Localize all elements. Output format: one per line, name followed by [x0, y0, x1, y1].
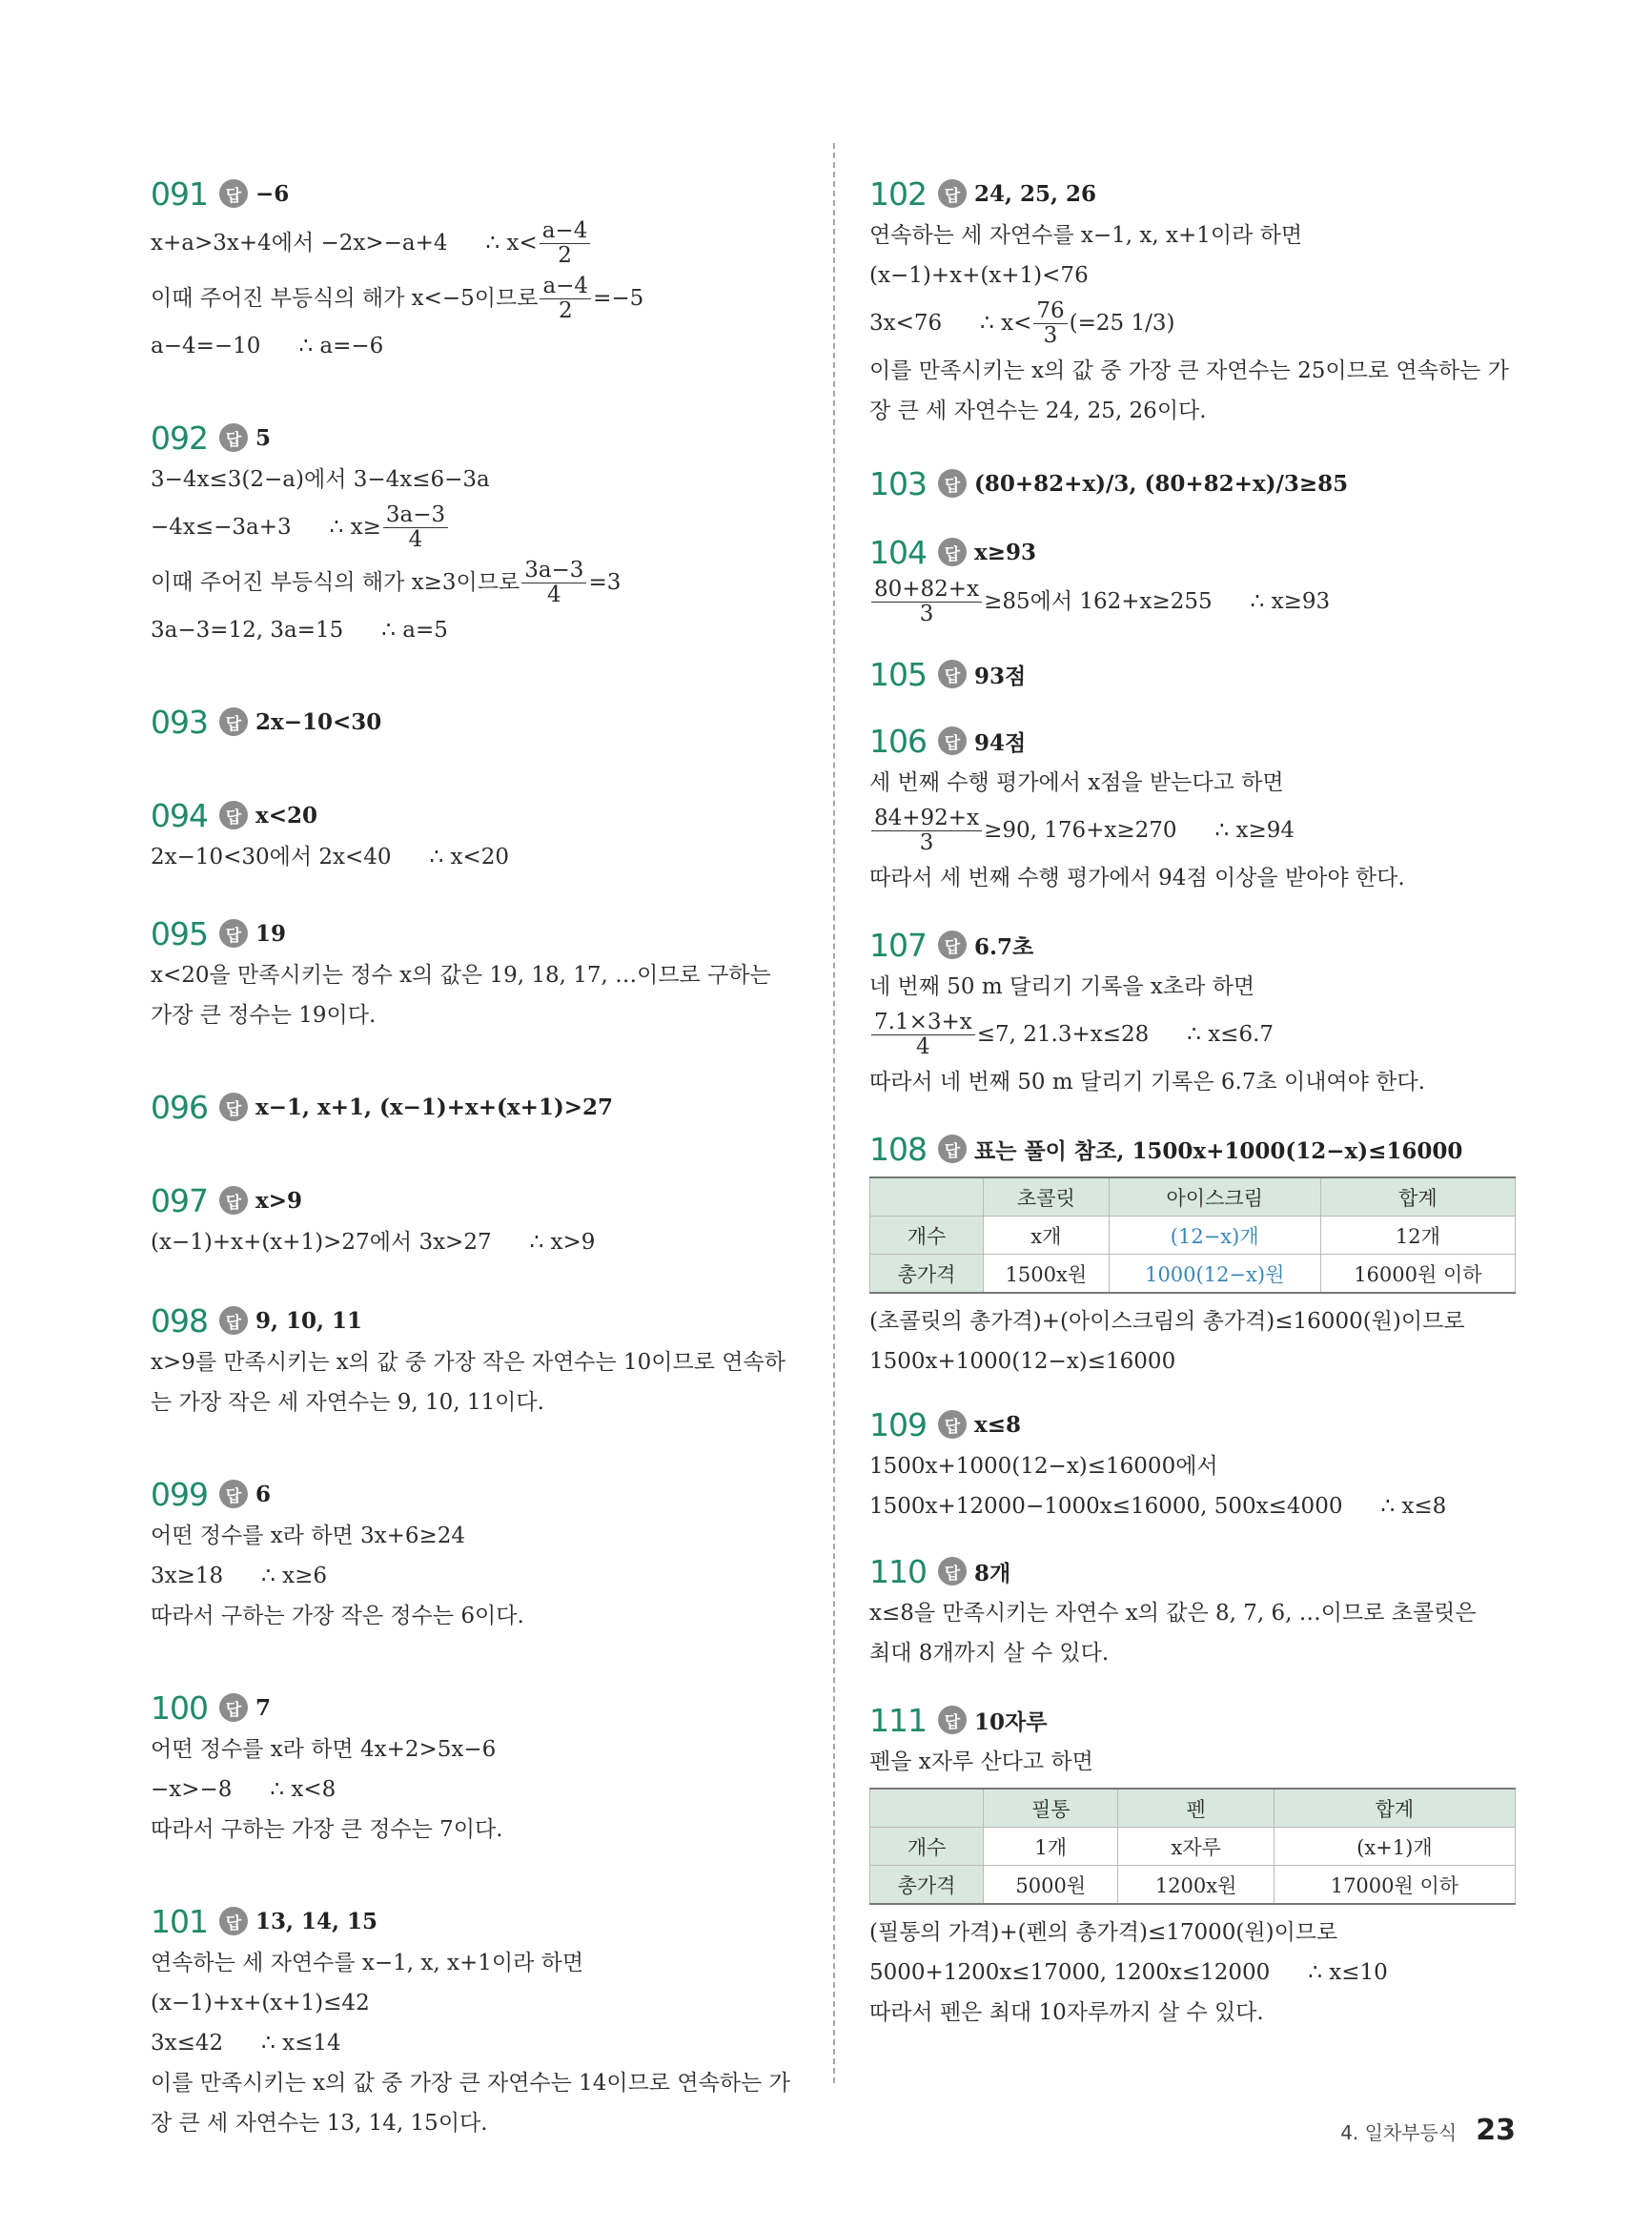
table-cell: 총가격 — [870, 1866, 984, 1905]
problem-header — [151, 1472, 808, 1516]
fraction — [540, 275, 591, 321]
problem-107 — [869, 923, 1516, 1102]
answer-text: 7 — [255, 1694, 272, 1721]
line-text: (x−1)+x+(x+1)<76 — [869, 263, 1089, 288]
numerator: 7.1×3+x — [871, 1011, 975, 1034]
line-text: (필통의 가격)+(펜의 총가격)≤17000(원)이므로 — [869, 1920, 1338, 1945]
line-text: 1500x+1000(12−x)≤16000에서 — [869, 1454, 1218, 1479]
solution-line — [869, 1062, 1516, 1102]
solution-line — [151, 2023, 808, 2063]
problem-header — [869, 719, 1516, 763]
table-cell: 16000원 이하 — [1320, 1255, 1515, 1294]
answer-text: 24, 25, 26 — [974, 180, 1097, 207]
line-text: 이를 만족시키는 x의 값 중 가장 큰 자연수는 14이므로 연속하는 가 — [151, 2071, 790, 2096]
problem-header — [869, 1402, 1516, 1446]
problem-number: 103 — [869, 464, 927, 502]
therefore-text: ∴ x≥93 — [1250, 589, 1331, 614]
table-cell: 1500x원 — [984, 1255, 1110, 1294]
denominator: 4 — [408, 526, 423, 552]
denominator: 2 — [558, 242, 572, 268]
problem-header — [151, 793, 808, 837]
problem-header — [151, 911, 808, 955]
answer-badge-icon: 답 — [938, 179, 967, 208]
problem-header — [869, 1698, 1516, 1742]
problem-header — [151, 172, 808, 215]
answer-badge-icon: 답 — [938, 1557, 967, 1586]
answer-text: 13, 14, 15 — [255, 1908, 378, 1934]
problem-104 — [869, 530, 1516, 629]
numerator: 80+82+x — [871, 578, 982, 602]
problem-header — [151, 1085, 808, 1129]
solution-line — [151, 215, 808, 271]
numerator: 76 — [1033, 299, 1067, 323]
problem-099 — [151, 1472, 808, 1636]
problem-108 — [869, 1127, 1516, 1381]
answer-text: (80+82+x)/3, (80+82+x)/3≥85 — [974, 470, 1349, 497]
solution-line — [869, 1486, 1516, 1526]
problem-109 — [869, 1402, 1516, 1526]
problem-header — [869, 530, 1516, 574]
numerator: a−4 — [540, 275, 591, 298]
problem-header — [869, 923, 1516, 967]
solution-line — [151, 610, 808, 650]
solution-line — [869, 1007, 1516, 1062]
line-text: 연속하는 세 자연수를 x−1, x, x+1이라 하면 — [869, 223, 1303, 248]
line-text: x≤8을 만족시키는 자연수 x의 값은 8, 7, 6, …이므로 초콜릿은 — [869, 1601, 1477, 1626]
line-text: a−4=−10 — [151, 334, 261, 358]
fraction — [540, 219, 591, 266]
answer-text: 5 — [255, 424, 272, 451]
header-cell: 아이스크림 — [1109, 1177, 1320, 1217]
solution-line — [151, 1983, 808, 2023]
problem-number: 110 — [869, 1552, 927, 1590]
solution-line — [151, 1943, 808, 1983]
problem-101 — [151, 1899, 808, 2143]
table-cell: 17000원 이하 — [1274, 1866, 1515, 1905]
answer-text: 6.7초 — [974, 933, 1034, 960]
answer-badge-icon: 답 — [219, 1093, 248, 1121]
answer-badge-icon: 답 — [938, 931, 967, 959]
answer-text: 19 — [255, 920, 287, 947]
problem-header — [151, 1178, 808, 1222]
fraction — [871, 807, 982, 853]
answer-text: 6 — [255, 1481, 272, 1507]
table-cell: 1개 — [984, 1828, 1118, 1866]
solution-line — [869, 391, 1516, 431]
line-text: 이때 주어진 부등식의 해가 x≥3이므로 — [151, 570, 520, 595]
table-cell: 12개 — [1320, 1217, 1515, 1255]
problem-header — [151, 1899, 808, 1943]
numerator: 3a−3 — [383, 503, 448, 527]
therefore-text: ∴ x≥6 — [261, 1564, 327, 1588]
solution-line — [151, 1516, 808, 1556]
line-text: 3x≥18 — [151, 1564, 224, 1588]
fraction — [383, 503, 448, 550]
solution-line — [869, 1953, 1516, 1993]
answer-text: 2x−10<30 — [255, 708, 382, 735]
after-text: =−5 — [593, 286, 644, 311]
line-text: 1500x+1000(12−x)≤16000 — [869, 1349, 1176, 1374]
solution-line — [151, 1556, 808, 1596]
problem-number: 111 — [869, 1701, 927, 1739]
line-text: −4x≤−3a+3 — [151, 515, 292, 540]
solution-line — [151, 1342, 808, 1382]
problem-number: 109 — [869, 1405, 927, 1443]
header-cell: 초콜릿 — [984, 1177, 1110, 1217]
line-text: 이때 주어진 부등식의 해가 x<−5이므로 — [151, 286, 539, 311]
problem-number: 097 — [151, 1181, 208, 1219]
solution-line — [869, 256, 1516, 296]
solution-line — [869, 296, 1516, 351]
header-cell: 펜 — [1118, 1789, 1274, 1828]
denominator: 3 — [919, 601, 934, 626]
therefore-text: ∴ x<20 — [429, 845, 510, 869]
solution-line — [869, 858, 1516, 898]
line-text: 장 큰 세 자연수는 24, 25, 26이다. — [869, 399, 1207, 423]
line-text: 3x≤42 — [151, 2031, 224, 2056]
table-cell: 개수 — [870, 1828, 984, 1866]
problem-098 — [151, 1299, 808, 1422]
line-text: x<20을 만족시키는 정수 x의 값은 19, 18, 17, …이므로 구하는 — [151, 963, 771, 988]
answer-badge-icon: 답 — [219, 179, 248, 208]
table-cell: (12−x)개 — [1109, 1217, 1320, 1255]
table-cell: x개 — [984, 1217, 1110, 1255]
solution-line — [151, 326, 808, 366]
answer-badge-icon: 답 — [219, 423, 248, 452]
line-text: 최대 8개까지 살 수 있다. — [869, 1641, 1110, 1666]
answer-text: −6 — [255, 180, 290, 207]
problem-number: 108 — [869, 1130, 927, 1168]
answer-text: x≥93 — [974, 539, 1036, 565]
problem-number: 093 — [151, 703, 208, 741]
line-text: 따라서 네 번째 50 m 달리기 기록은 6.7초 이내여야 한다. — [869, 1070, 1425, 1095]
problem-103 — [869, 461, 1516, 505]
data-table — [869, 1788, 1516, 1905]
line-text: x>9를 만족시키는 x의 값 중 가장 작은 자연수는 10이므로 연속하 — [151, 1350, 785, 1375]
line-text: (x−1)+x+(x+1)≤42 — [151, 1991, 370, 2015]
line-text: 연속하는 세 자연수를 x−1, x, x+1이라 하면 — [151, 1951, 584, 1975]
page-number: 23 — [1476, 2114, 1516, 2147]
answer-badge-icon: 답 — [938, 469, 967, 498]
problem-097 — [151, 1178, 808, 1262]
answer-text: 10자루 — [974, 1708, 1048, 1735]
fraction — [521, 559, 586, 605]
problem-100 — [151, 1686, 808, 1850]
line-text: 3x<76 — [869, 311, 943, 336]
table-row — [870, 1828, 1516, 1866]
solution-line — [869, 763, 1516, 803]
problem-header — [869, 1549, 1516, 1593]
line-text: 5000+1200x≤17000, 1200x≤12000 — [869, 1960, 1271, 1985]
problem-header — [151, 700, 808, 744]
problem-header — [869, 172, 1516, 215]
therefore-text: ∴ x≤6.7 — [1187, 1022, 1275, 1047]
problem-number: 100 — [151, 1688, 208, 1727]
header-cell — [870, 1789, 984, 1828]
problem-096 — [151, 1085, 808, 1129]
left-column — [151, 143, 808, 2143]
page-footer — [1340, 2114, 1516, 2147]
therefore-text: ∴ x< — [485, 231, 538, 256]
solution-line — [151, 271, 808, 326]
problem-094 — [151, 793, 808, 877]
problem-093 — [151, 700, 808, 744]
answer-badge-icon: 답 — [938, 1135, 967, 1163]
answer-badge-icon: 답 — [219, 801, 248, 829]
answer-text: x<20 — [255, 802, 317, 829]
answer-text: x−1, x+1, (x−1)+x+(x+1)>27 — [255, 1094, 614, 1120]
line-text: 어떤 정수를 x라 하면 3x+6≥24 — [151, 1524, 466, 1548]
table-cell: 5000원 — [984, 1866, 1118, 1905]
table-cell: 1200x원 — [1118, 1866, 1274, 1905]
solution-line — [869, 351, 1516, 391]
denominator: 2 — [558, 297, 573, 323]
line-text: 따라서 구하는 가장 큰 정수는 7이다. — [151, 1817, 503, 1842]
table-row — [870, 1255, 1516, 1294]
problem-header — [869, 461, 1516, 505]
header-cell: 합계 — [1320, 1177, 1515, 1217]
solution-line — [151, 837, 808, 877]
denominator: 4 — [916, 1033, 930, 1059]
line-text: 가장 큰 정수는 19이다. — [151, 1003, 377, 1028]
after-text: ≤7, 21.3+x≤28 — [976, 1022, 1150, 1047]
line-text: 따라서 펜은 최대 10자루까지 살 수 있다. — [869, 2000, 1264, 2025]
answer-badge-icon: 답 — [219, 1306, 248, 1335]
column-divider — [833, 143, 835, 2083]
problem-number: 095 — [151, 914, 208, 952]
answer-badge-icon: 답 — [938, 1706, 967, 1734]
line-text: 네 번째 50 m 달리기 기록을 x초라 하면 — [869, 974, 1255, 999]
therefore-text: ∴ x<8 — [270, 1777, 337, 1802]
answer-badge-icon: 답 — [938, 726, 967, 755]
answer-badge-icon: 답 — [219, 1693, 248, 1722]
solution-line — [151, 1810, 808, 1850]
problem-106 — [869, 719, 1516, 898]
solution-line — [869, 1446, 1516, 1486]
line-text: (초콜릿의 총가격)+(아이스크림의 총가격)≤16000(원)이므로 — [869, 1309, 1465, 1334]
problem-092 — [151, 416, 808, 650]
line-text: 어떤 정수를 x라 하면 4x+2>5x−6 — [151, 1737, 497, 1762]
line-text: x+a>3x+4에서 −2x>−a+4 — [151, 231, 448, 256]
problem-110 — [869, 1549, 1516, 1673]
header-cell: 합계 — [1274, 1789, 1515, 1828]
problem-number: 096 — [151, 1088, 208, 1126]
problem-095 — [151, 911, 808, 1035]
problem-header — [869, 1127, 1516, 1171]
answer-text: 94점 — [974, 729, 1027, 756]
problem-number: 106 — [869, 722, 927, 760]
numerator: a−4 — [540, 219, 591, 243]
fraction — [871, 1011, 975, 1057]
therefore-text: ∴ x< — [980, 311, 1032, 336]
problem-number: 102 — [869, 174, 927, 213]
solution-line — [869, 803, 1516, 858]
problem-number: 091 — [151, 174, 208, 213]
problem-header — [151, 416, 808, 460]
problem-header — [151, 1299, 808, 1342]
fraction — [871, 578, 982, 624]
solution-line — [151, 995, 808, 1035]
after-text: ≥90, 176+x≥270 — [984, 818, 1177, 843]
table-cell: x자루 — [1118, 1828, 1274, 1866]
numerator: 3a−3 — [521, 559, 586, 583]
solution-line — [869, 215, 1516, 256]
problem-number: 101 — [151, 1902, 208, 1940]
denominator: 3 — [1043, 322, 1058, 348]
problem-header — [151, 1686, 808, 1729]
solution-line — [151, 955, 808, 995]
line-text: 1500x+12000−1000x≤16000, 500x≤4000 — [869, 1494, 1343, 1519]
line-text: 세 번째 수행 평가에서 x점을 받는다고 하면 — [869, 770, 1284, 795]
line-text: 2x−10<30에서 2x<40 — [151, 845, 392, 869]
therefore-text: ∴ a=−6 — [298, 334, 384, 358]
line-text: 따라서 세 번째 수행 평가에서 94점 이상을 받아야 한다. — [869, 866, 1405, 890]
solution-line — [869, 1301, 1516, 1341]
table-header-row — [870, 1177, 1516, 1217]
line-text: 펜을 x자루 산다고 하면 — [869, 1749, 1093, 1774]
solution-line — [151, 1729, 808, 1770]
after-text: (=25 1/3) — [1069, 311, 1175, 336]
answer-text: x>9 — [255, 1187, 302, 1214]
solution-line — [151, 1770, 808, 1810]
right-column — [869, 143, 1516, 2033]
header-cell — [870, 1177, 984, 1217]
line-text: −x>−8 — [151, 1777, 233, 1802]
answer-text: 93점 — [974, 663, 1027, 689]
problem-105 — [869, 652, 1516, 696]
solution-line — [151, 1596, 808, 1636]
problem-number: 092 — [151, 419, 208, 457]
answer-text: 표는 풀이 참조, 1500x+1000(12−x)≤16000 — [974, 1137, 1463, 1164]
problem-number: 107 — [869, 926, 927, 964]
problem-091 — [151, 172, 808, 366]
after-text: ≥85에서 162+x≥255 — [984, 589, 1213, 614]
answer-badge-icon: 답 — [938, 1410, 967, 1439]
problem-111 — [869, 1698, 1516, 2033]
solution-line — [151, 555, 808, 610]
therefore-text: ∴ x≤8 — [1380, 1494, 1447, 1519]
solution-line — [869, 1341, 1516, 1381]
problem-number: 098 — [151, 1301, 208, 1340]
therefore-text: ∴ x≤14 — [261, 2031, 341, 2056]
line-text: 는 가장 작은 세 자연수는 9, 10, 11이다. — [151, 1390, 544, 1415]
answer-badge-icon: 답 — [938, 538, 967, 566]
solution-line — [151, 500, 808, 555]
header-cell: 필통 — [984, 1789, 1118, 1828]
problem-102 — [869, 172, 1516, 431]
solution-line — [151, 2063, 808, 2103]
solution-line — [151, 2103, 808, 2143]
answer-text: x≤8 — [974, 1411, 1021, 1438]
problem-number: 104 — [869, 533, 927, 571]
line-text: 장 큰 세 자연수는 13, 14, 15이다. — [151, 2111, 488, 2136]
table-row — [870, 1866, 1516, 1905]
fraction — [1033, 299, 1067, 346]
chapter-label: 4. 일차부등식 — [1340, 2121, 1458, 2144]
numerator: 84+92+x — [871, 807, 982, 830]
solution-line — [869, 574, 1516, 629]
solution-line — [151, 1382, 808, 1422]
solution-line — [151, 460, 808, 500]
answer-text: 8개 — [974, 1560, 1011, 1586]
therefore-text: ∴ a=5 — [381, 618, 448, 643]
solution-line — [151, 1222, 808, 1262]
line-text: 3a−3=12, 3a=15 — [151, 618, 344, 643]
denominator: 4 — [547, 582, 561, 607]
solution-line — [869, 1633, 1516, 1673]
table-cell: 개수 — [870, 1217, 984, 1255]
answer-badge-icon: 답 — [219, 1907, 248, 1935]
table-header-row — [870, 1789, 1516, 1828]
solution-line — [869, 1593, 1516, 1633]
line-text: 따라서 구하는 가장 작은 정수는 6이다. — [151, 1604, 524, 1628]
solution-line — [869, 1913, 1516, 1953]
solution-line — [869, 1993, 1516, 2033]
problem-number: 099 — [151, 1475, 208, 1513]
line-text: (x−1)+x+(x+1)>27에서 3x>27 — [151, 1230, 492, 1255]
answer-badge-icon: 답 — [219, 1480, 248, 1508]
line-text: 이를 만족시키는 x의 값 중 가장 큰 자연수는 25이므로 연속하는 가 — [869, 358, 1509, 383]
therefore-text: ∴ x>9 — [529, 1230, 596, 1255]
table-cell: (x+1)개 — [1274, 1828, 1515, 1866]
answer-text: 9, 10, 11 — [255, 1307, 363, 1334]
after-text: =3 — [588, 570, 622, 595]
line-text: 3−4x≤3(2−a)에서 3−4x≤6−3a — [151, 467, 490, 492]
therefore-text: ∴ x≥94 — [1214, 818, 1295, 843]
problem-number: 094 — [151, 796, 208, 834]
answer-badge-icon: 답 — [219, 919, 248, 948]
problem-header — [869, 652, 1516, 696]
therefore-text: ∴ x≥ — [329, 515, 381, 540]
therefore-text: ∴ x≤10 — [1308, 1960, 1388, 1985]
denominator: 3 — [919, 829, 934, 855]
table-cell: 총가격 — [870, 1255, 984, 1294]
table-row — [870, 1217, 1516, 1255]
answer-badge-icon: 답 — [938, 660, 967, 688]
answer-badge-icon: 답 — [219, 1186, 248, 1215]
answer-badge-icon: 답 — [219, 707, 248, 736]
problem-number: 105 — [869, 655, 927, 693]
table-cell: 1000(12−x)원 — [1109, 1255, 1320, 1294]
solution-line — [869, 1742, 1516, 1782]
solution-line — [869, 967, 1516, 1007]
data-table — [869, 1176, 1516, 1294]
